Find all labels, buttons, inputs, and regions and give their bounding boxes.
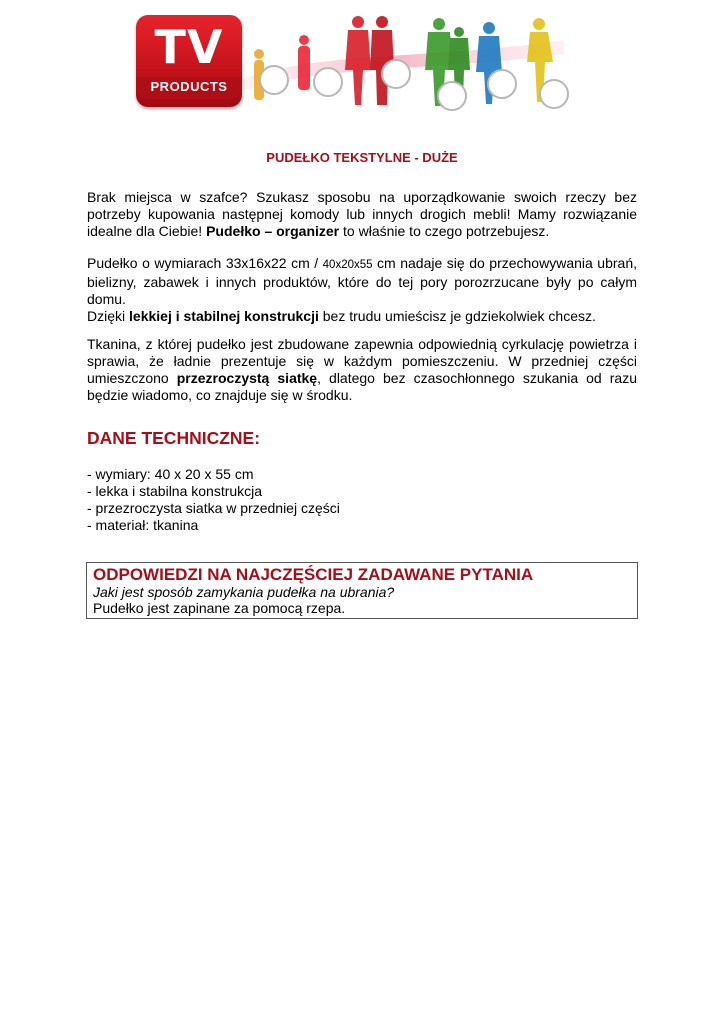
tech-item: - przezroczysta siatka w przedniej części — [87, 500, 340, 516]
size-paragraph — [87, 255, 637, 325]
tv-products-logo — [136, 15, 242, 107]
size-text-small: 40x20x55 — [322, 259, 373, 271]
logo-products-text: PRODUCTS — [150, 79, 228, 94]
header-banner — [134, 10, 574, 114]
fabric-text-2: , dlatego bez czasochłonnego szukania od razu będzie wiadomo, co znajduje się w środku. — [87, 370, 637, 403]
logo-tv-text: TV — [154, 20, 224, 74]
size-text-3: Dzięki — [87, 308, 130, 324]
faq-heading: ODPOWIEDZI NA NAJCZĘŚCIEJ ZADAWANE PYTANIA — [93, 565, 534, 584]
tech-item: - lekka i stabilna konstrukcja — [87, 483, 263, 499]
tech-item: - materiał: tkanina — [87, 517, 199, 533]
size-text-4: bez trudu umieścisz je gdziekolwiek chcesz. — [318, 308, 596, 324]
faq-box — [86, 562, 638, 619]
size-text-1: Pudełko o wymiarach 33x16x22 cm / — [87, 255, 323, 271]
intro-bold-1: Pudełko – organizer — [206, 223, 340, 239]
faq-answer: Pudełko jest zapinane za pomocą rzepa. — [93, 600, 346, 616]
intro-paragraph — [87, 189, 637, 240]
intro-text-2: to właśnie to czego potrzebujesz. — [339, 223, 550, 239]
faq-question: Jaki jest sposób zamykania pudełka na ubrania? — [93, 584, 395, 600]
tech-item: - wymiary: 40 x 20 x 55 cm — [87, 466, 254, 482]
size-text-2: cm nadaje się do przechowywania ubrań, bielizny, zabawek i innych produktów, które do tej pory porozrzucane były po całym domu. — [87, 255, 637, 307]
fabric-bold-1: przezroczystą siatkę — [176, 370, 318, 386]
fabric-paragraph — [87, 336, 637, 404]
intro-text-1: Brak miejsca w szafce? Szukasz sposobu na uporządkowanie swoich rzeczy bez potrzeby kupowania następnej komody lub innych drogich mebli! Mamy rozwiązanie idealne dla Ciebie! — [87, 189, 637, 239]
tech-heading: DANE TECHNICZNE: — [87, 428, 261, 448]
size-bold-1: lekkiej i stabilnej konstrukcji — [129, 308, 319, 324]
tech-list — [87, 466, 340, 534]
product-title: PUDEŁKO TEKSTYLNE - DUŻE — [266, 150, 458, 165]
fabric-text-1: Tkanina, z której pudełko jest zbudowane zapewnia odpowiednią cyrkulację powietrza i sprawia, że ładnie prezentuje się w każdym pomieszczeniu. W przedniej części umieszczono — [87, 336, 637, 386]
